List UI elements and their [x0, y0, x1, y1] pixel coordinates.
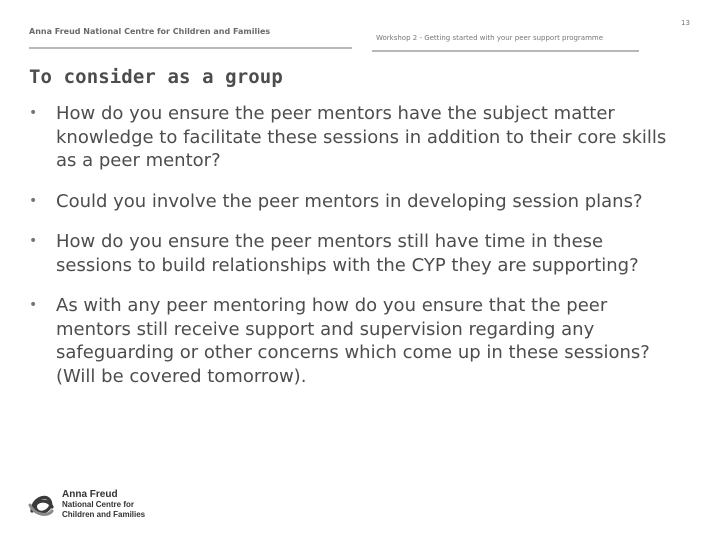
slide-title: To consider as a group [29, 66, 283, 88]
bullet-text: Could you involve the peer mentors in developing session plans? [56, 190, 643, 212]
bullet-item [29, 102, 679, 173]
header-workshop [372, 25, 639, 52]
bullet-text: As with any peer mentoring how do you ensure that the peer mentors still receive support and supervision regarding any safeguarding or other concerns which come up in these sessions? (Will be covered tomorrow). [56, 295, 650, 387]
logo-line-2: National Centre for [62, 500, 135, 509]
bullet-dot-icon: • [29, 105, 38, 121]
bullet-dot-icon: • [29, 297, 38, 313]
bullet-list [29, 102, 679, 405]
logo-wordmark [62, 490, 145, 520]
logo-line-1: Anna Freud [62, 489, 118, 500]
bullet-text: How do you ensure the peer mentors still have time in these sessions to build relationships with the CYP they are supporting? [56, 231, 639, 276]
page-number: 13 [681, 19, 690, 27]
logo-line-3: Children and Families [62, 510, 146, 519]
bullet-dot-icon: • [29, 192, 38, 209]
header-organisation-text: Anna Freud National Centre for Children and Families [29, 27, 271, 36]
bullet-dot-icon: • [29, 233, 38, 249]
bullet-item [29, 230, 679, 277]
anna-freud-knot-logo-icon [26, 489, 58, 521]
header-organisation [29, 19, 352, 49]
bullet-item [29, 294, 679, 388]
anna-freud-logo [26, 489, 166, 525]
bullet-text: How do you ensure the peer mentors have the subject matter knowledge to facilitate these sessions in addition to their core skills as a peer mentor? [56, 103, 667, 171]
header-workshop-text: Workshop 2 - Getting started with your peer support programme [376, 34, 604, 42]
bullet-item [29, 190, 679, 214]
